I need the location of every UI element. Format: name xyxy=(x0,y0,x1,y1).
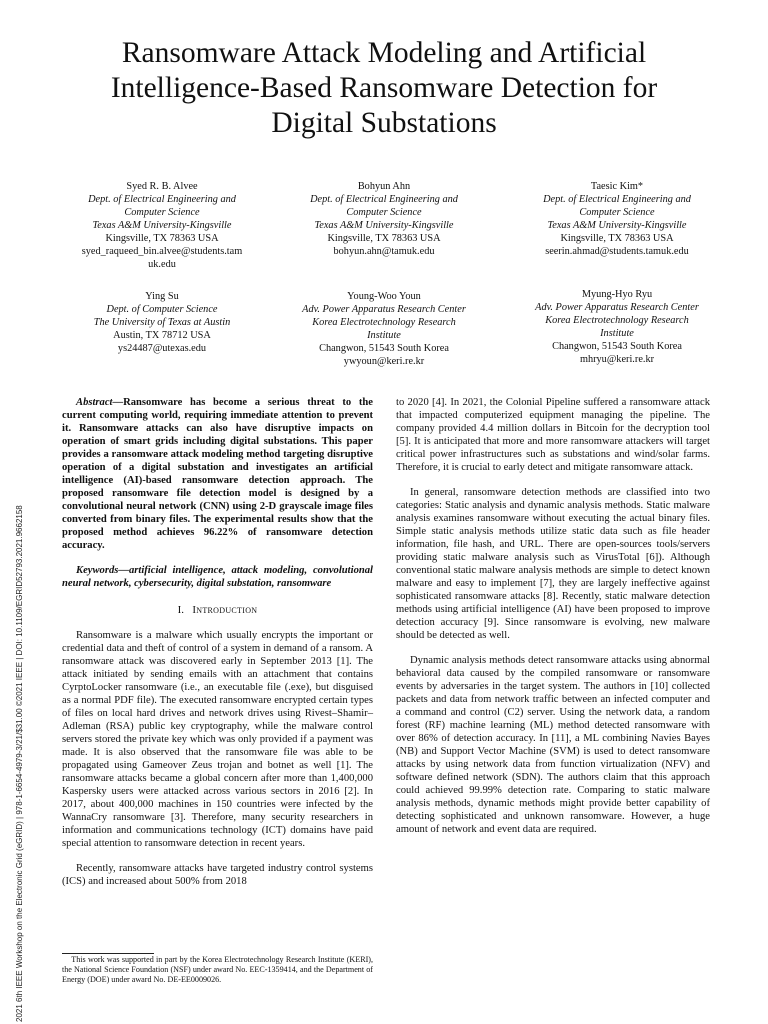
author-name: Taesic Kim* xyxy=(590,181,644,192)
author-institution: Texas A&M University-Kingsville xyxy=(92,220,232,231)
author-dept: Adv. Power Apparatus Research Center xyxy=(302,304,466,315)
author-dept: Computer Science xyxy=(579,207,655,218)
author-block xyxy=(274,290,494,368)
author-address: Changwon, 51543 South Korea xyxy=(552,341,682,352)
author-email: mhryu@keri.re.kr xyxy=(579,354,655,365)
author-institution: The University of Texas at Austin xyxy=(93,317,231,328)
footnote-text: This work was supported in part by the Korea Electrotechnology Research Institute (KERI), the National Science Foundation (NSF) under award No. EEC-1359414, and the Department of Energy (DOE) under award No. DE-EE0009026. xyxy=(62,955,374,984)
title-line: Digital Substations xyxy=(271,107,497,139)
author-dept: Dept. of Electrical Engineering and xyxy=(88,194,236,205)
right-column xyxy=(396,396,710,836)
author-address: Austin, TX 78712 USA xyxy=(113,330,211,341)
author-dept: Dept. of Electrical Engineering and xyxy=(543,194,691,205)
author-address: Kingsville, TX 78363 USA xyxy=(560,233,674,244)
author-dept: Dept. of Electrical Engineering and xyxy=(310,194,458,205)
paper-title xyxy=(60,36,708,141)
author-dept: Adv. Power Apparatus Research Center xyxy=(535,302,699,313)
author-address: Kingsville, TX 78363 USA xyxy=(105,233,219,244)
body-paragraph: Ransomware is a malware which usually encrypts the important or credential data and theft of control of a system in demand of a ransom. A ransomware attack was discovered early in September 2013 [1]. The attack initiated by sending emails with an attachment that contains CyrptoLocker ransomware (i.e., an executable file (.exe), but disguised as a normal PDF file). The executed ransomware encrypted certain types of files on local hard drives and network drives using Rivest–Shamir–Adleman (RSA) public key cryptography, while the malware control servers stored the private key which was only provided if a payment was made. It is also observed that the ransomware file was able to be propagated using Gameover Zeus trojan and botnet as well [1]. The ransomware attacks became a global concern after more than 1,400,000 Kaspersky users were attacked across various sectors in 2016 [2]. In 2017, about 400,000 machines in 150 countries were infected by the WannaCry ransomware [3]. Therefore, many security researchers in information and communications technology (ICT) domains have paid special attention to ransomware detection in recent years. xyxy=(62,630,373,849)
author-block xyxy=(507,288,727,366)
abstract xyxy=(62,396,373,552)
author-name: Bohyun Ahn xyxy=(357,181,411,192)
abstract-text: —Ransomware has become a serious threat to the current computing world, requiring immediate attention to prevent it. Ransomware attacks can also have disruptive impacts on operation of smart grids including digital substations. This paper provides a ransomware attack modeling method targeting disruptive operation of a digital substation and investigates an artificial intelligence (AI)-based ransomware detection approach. The proposed ransomware file detection model is designed by a convolutional neural network (CNN) using 2-D grayscale image files converted from binary files. The experimental results show that the proposed method achieves 96.22% of ransomware detection accuracy. xyxy=(62,397,373,551)
author-email: ywyoun@keri.re.kr xyxy=(343,356,425,367)
author-email: uk.edu xyxy=(148,259,176,270)
author-block xyxy=(507,180,727,258)
author-institution: Texas A&M University-Kingsville xyxy=(547,220,687,231)
author-block xyxy=(52,180,272,271)
author-address: Changwon, 51543 South Korea xyxy=(319,343,449,354)
title-line: Intelligence-Based Ransomware Detection for xyxy=(110,72,658,104)
section-title: Introduction xyxy=(192,604,258,616)
author-email: syed_raqueed_bin.alvee@students.tam xyxy=(81,246,243,257)
body-paragraph: In general, ransomware detection methods are classified into two categories: Static analysis and dynamic analysis methods. Static malware analysis examines ransomware without executing the actual binary files. Simple static analysis methods utilize static data such as file header information, file hash, and URL. There are open-sources tools/servers providing static malware analysis such as VirusTotal [6]). Although conventional static malware analysis methods are simple to detect known malware and easy to implement [7], they are largely ineffective against sophisticated ransomware attacks [8]. Recently, static malware detection methods using artificial intelligence (AI) have been proposed to improve detection accuracy [9]. Since ransomware is evolving, new malware should be detected as well. xyxy=(396,487,710,641)
author-dept: Korea Electrotechnology Research xyxy=(545,315,689,326)
author-institution: Texas A&M University-Kingsville xyxy=(314,220,454,231)
author-email: seerin.ahmad@students.tamuk.edu xyxy=(545,246,689,257)
body-paragraph: to 2020 [4]. In 2021, the Colonial Pipeline suffered a ransomware attack that impacted computerized equipment managing the pipeline. The company provided 4.4 million dollars in Bitcoin for the decryption tool [5]. It is anticipated that more and more ransomware attackers will target critical power infrastructures such as substations and wind/solar farms. Therefore, it is crucial to early detect and mitigate ransomware attack. xyxy=(396,397,710,473)
title-line: Ransomware Attack Modeling and Artificial xyxy=(121,37,647,69)
author-address: Kingsville, TX 78363 USA xyxy=(327,233,441,244)
author-email: bohyun.ahn@tamuk.edu xyxy=(333,246,435,257)
author-dept: Computer Science xyxy=(346,207,422,218)
author-name: Ying Su xyxy=(145,291,179,302)
body-paragraph: Recently, ransomware attacks have targeted industry control systems (ICS) and increased about 500% from 2018 xyxy=(62,863,373,887)
author-dept: Institute xyxy=(600,328,634,339)
footnote xyxy=(62,955,373,985)
keywords: Keywords—artificial intelligence, attack modeling, convolutional neural network, cybersecurity, digital substation, ransomware xyxy=(62,565,373,589)
author-email: ys24487@utexas.edu xyxy=(117,343,207,354)
author-dept: Korea Electrotechnology Research xyxy=(312,317,456,328)
author-name: Young-Woo Youn xyxy=(347,291,421,302)
author-dept: Computer Science xyxy=(124,207,200,218)
footnote-rule xyxy=(62,953,154,954)
author-name: Syed R. B. Alvee xyxy=(126,181,198,192)
author-block xyxy=(274,180,494,258)
author-dept: Dept. of Computer Science xyxy=(106,304,218,315)
author-block xyxy=(52,290,272,355)
copyright-sidebar: 2021 6th IEEE Workshop on the Electronic Grid (eGRID) | 978-1-6654-4979-3/21/$31.00 ©2021 IEEE | DOI: 10.1109/EGRID52793.2021.9662158 xyxy=(15,505,24,1022)
abstract-label: Abstract xyxy=(76,397,113,408)
section-heading xyxy=(62,604,373,617)
author-name: Myung-Hyo Ryu xyxy=(581,289,653,300)
body-paragraph: Dynamic analysis methods detect ransomware attacks using abnormal behavioral data caused by the compiled ransomware or ransomware events by adversaries in the target system. The authors in [10] collected packets and data from network traffic between an infected computer and a command and control (C2) server. Using the network data, a random forest (RF) machine learning (ML) method detected ransomware with over 86% of detection accuracy. In [11], a ML combining Navies Bayes (NB) and Support Vector Machine (SVM) is used to detect ransomware attacks by using network data from function virtualization (NFV) and software defined network (SDN). The authors claim that this approach could achieved 99.99% detection rate. Comparing to static malware analysis methods, dynamic methods might provide better capability of detecting sophisticated and unknown ransomware. However, a huge amount of network and event data are required. xyxy=(396,655,710,835)
left-column xyxy=(62,396,373,888)
author-dept: Institute xyxy=(367,330,401,341)
section-number: I. xyxy=(177,604,185,616)
